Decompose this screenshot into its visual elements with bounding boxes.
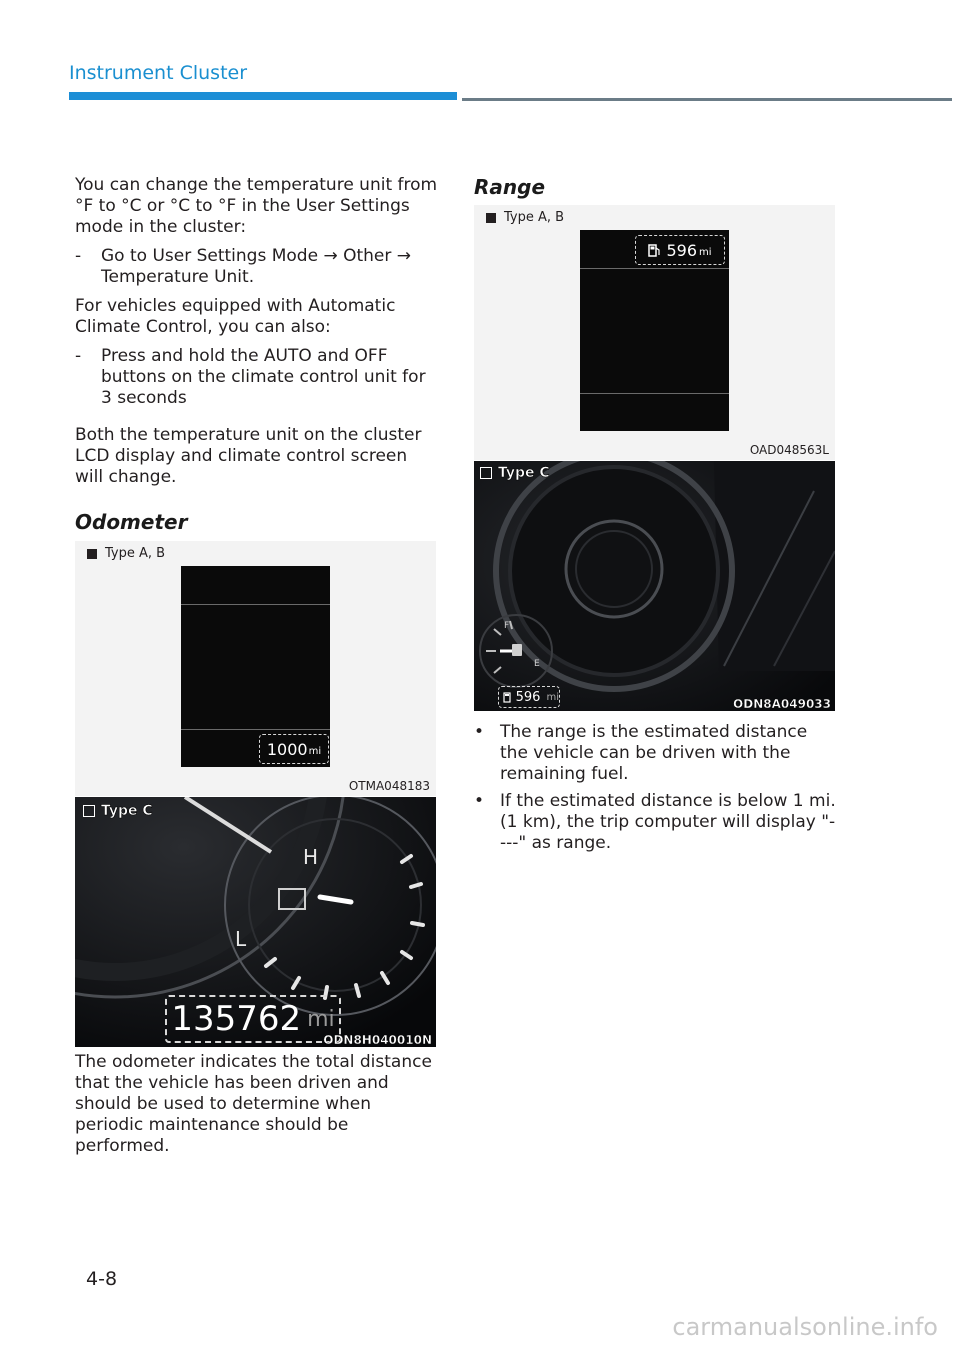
figure-label: Type C [480,465,550,481]
figure-code: ODN8A049033 [733,697,831,711]
fuel-pump-icon [648,243,660,257]
section-title: Instrument Cluster [69,62,248,84]
divider [181,729,330,730]
range-bullet-list [474,722,836,860]
list-item [474,791,836,854]
step-text: Press and hold the AUTO and OFF buttons on the climate control unit for 3 seconds [101,346,426,408]
gauge-l-label: L [235,927,247,951]
both-change-paragraph: Both the temperature unit on the cluster LCD display and climate control screen will change. [75,425,422,487]
gauge-e-label: E [534,659,540,669]
figure-label: Type C [83,803,153,819]
page-number: 4-8 [86,1268,118,1290]
empty-square-icon [83,805,95,817]
cluster-lcd-screen [580,230,729,431]
range-figure-type-ab [474,205,835,460]
odometer-readout: 1000 mi [259,734,329,764]
step-text: Go to User Settings Mode → Other → Temperature Unit. [101,246,412,287]
fuel-pump-icon [512,644,522,656]
figure-code: OAD048563L [749,443,829,457]
figure-label: Type A, B [486,210,564,225]
filled-square-icon [87,549,97,559]
gauge-illustration [474,461,835,711]
figure-code: ODN8H040010N [323,1033,432,1047]
range-readout: 596 mi [635,235,725,265]
header-accent-bar [69,92,457,100]
bullet-marker: • [474,791,485,811]
fuel-pump-icon [503,692,512,703]
gauge-h-label: H [303,845,319,869]
bullet-text: If the estimated distance is below 1 mi. (1 km), the trip computer will display "----" as range. [500,791,836,853]
empty-square-icon [480,467,492,479]
gauge-f-label: F [504,621,510,631]
watermark: carmanualsonline.info [672,1313,938,1341]
divider [580,393,729,394]
range-figure-type-c [474,461,835,711]
odometer-figure-type-c [75,797,436,1047]
odometer-readout: 135762 mi [165,995,341,1043]
divider [580,268,729,269]
step-item [75,346,440,409]
list-item [474,722,836,785]
intro-paragraph: You can change the temperature unit from °F to °C or °C to °F in the User Settings mode in the cluster: [75,175,438,237]
odometer-figure-type-ab [75,541,436,796]
dash-marker: - [75,246,82,266]
filled-square-icon [486,213,496,223]
odometer-desc-text: The odometer indicates the total distance that the vehicle has been driven and should be used to determine when periodic maintenance should be performed. [75,1052,432,1156]
range-heading: Range [474,175,546,199]
bullet-marker: • [474,722,485,742]
figure-code: OTMA048183 [348,779,430,793]
figure-label: Type A, B [87,546,165,561]
odometer-description [75,1052,440,1165]
auto-climate-paragraph: For vehicles equipped with Automatic Climate Control, you can also: [75,296,396,337]
dash-marker: - [75,346,82,366]
header-rule [462,98,952,101]
bullet-text: The range is the estimated distance the vehicle can be driven with the remaining fuel. [500,722,808,784]
odometer-heading: Odometer [75,510,188,534]
cluster-lcd-screen [181,566,330,767]
divider [181,604,330,605]
step-item [75,246,440,288]
range-readout: 596 mi [498,686,560,708]
left-column-text [75,175,440,496]
